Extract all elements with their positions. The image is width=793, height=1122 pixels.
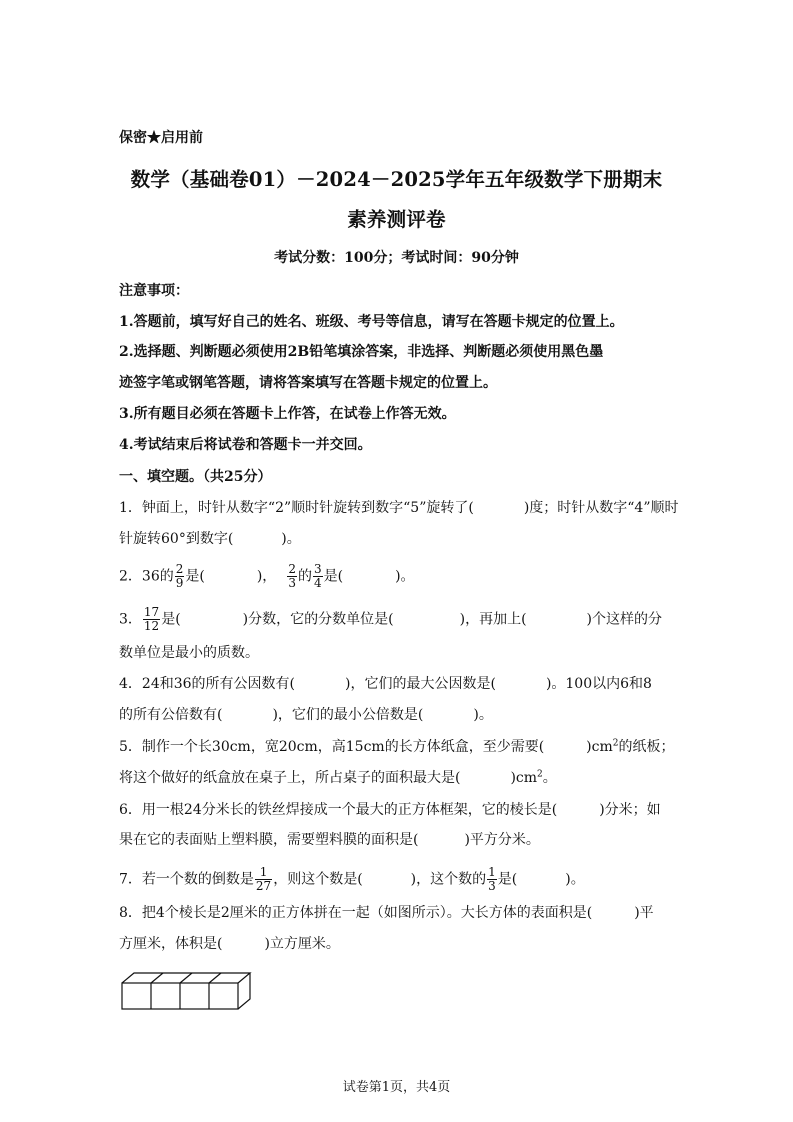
q3-text-d: )，再加上( [459,611,527,628]
question-8-line1 [119,903,654,923]
q5-sup-2: 2 [537,769,543,780]
fraction-2-9: $\frac{2}{9}$ [175,562,184,590]
q1-text-d: )。 [281,531,301,547]
four-cubes-figure [120,970,260,1012]
q4-text-d: 的所有公倍数有( [119,707,223,723]
question-3-line2: 数单位是最小的质数。 [119,645,259,661]
q2-text-e: 是( [323,568,344,585]
q4-text-a: 4．24和36的所有公因数有( [119,676,295,692]
q5-sup-1: 2 [612,738,619,749]
page-title-line1: 数学（基础卷01）－2024－2025学年五年级数学下册期末 [130,168,663,191]
question-1-line2 [119,529,301,549]
question-2 [119,563,415,590]
q1-text-a: 1．钟面上，时针从数字“2”顺时针旋转到数字“5”旋转了( [119,500,474,516]
q7-text-e: )。 [565,871,585,888]
notice-item-4: 4.考试结束后将试卷和答题卡一并交回。 [119,437,372,453]
q6-text-a: 6．用一根24分米长的铁丝焊接成一个最大的正方体框架，它的棱长是( [119,802,558,818]
section1-heading: 一、填空题。（共25分） [119,469,272,485]
q3-text-a: 3． [119,611,142,628]
page-title-line2: 素养测评卷 [347,208,446,231]
q7-text-c: )，这个数的 [410,871,487,888]
question-6-line2 [119,830,540,850]
q3-text-c: )分数，它的分数单位是( [242,611,394,628]
question-3-line1 [119,606,662,633]
q2-text-a: 2．36的 [119,568,174,585]
q1-text-b: )度；时针从数字“4”顺时 [523,500,679,516]
q8-text-d: )立方厘米。 [264,936,340,952]
q5-text-c: 的纸板； [618,739,675,755]
q5-text-f: 。 [542,770,557,786]
question-4-line2 [119,705,493,725]
q2-text-f: )。 [395,568,415,585]
question-6-line1 [119,800,661,820]
confidential-label: 保密★启用前 [119,130,203,146]
notice-item-2-cont: 迹签字笔或钢笔答题，请将答案填写在答题卡规定的位置上。 [119,375,497,391]
notice-heading: 注意事项： [119,283,189,299]
q2-text-c: )， [256,568,277,585]
q4-text-f: )。 [473,707,493,723]
q6-text-d: )平方分米。 [464,832,540,848]
page-footer: 试卷第1页，共4页 [342,1080,451,1095]
q7-text-d: 是( [497,871,518,888]
question-4-line1 [119,674,652,694]
q2-text-b: 是( [185,568,205,585]
notice-item-3: 3.所有题目必须在答题卡上作答，在试卷上作答无效。 [119,406,456,422]
question-7 [119,866,585,893]
fraction-3-4: $\frac{3}{4}$ [313,562,322,590]
q1-text-c: 针旋转60°到数字( [119,531,234,547]
q4-text-c: )。100以内6和8 [545,676,652,692]
q8-text-b: )平 [634,905,654,921]
q5-text-a: 5．制作一个长30cm，宽20cm，高15cm的长方体纸盒，至少需要( [119,739,545,755]
fraction-1-27: $\frac{1}{27}$ [255,865,272,893]
q7-text-b: ，则这个数是( [273,871,363,888]
fraction-2-3: $\frac{2}{3}$ [288,562,296,590]
q3-text-e: )个这样的分 [586,611,663,628]
question-1-line1 [119,498,679,518]
fraction-1-3: $\frac{1}{3}$ [488,865,496,893]
q4-text-e: )，它们的最小公倍数是( [272,707,424,723]
question-5-line1 [119,737,674,757]
q2-text-d: 的 [297,568,312,585]
q5-text-e: )cm [510,770,538,786]
q7-text-a: 7．若一个数的倒数是 [119,871,254,888]
q3-text-b: 是( [161,611,181,628]
question-8-line2 [119,934,340,954]
question-5-line2 [119,768,557,788]
q8-text-c: 方厘米，体积是( [119,936,223,952]
fraction-17-12: $\frac{17}{12}$ [143,605,160,633]
q8-text-a: 8．把4个棱长是2厘米的正方体拼在一起（如图所示）。大长方体的表面积是( [119,905,593,921]
exam-info: 考试分数：100分；考试时间：90分钟 [274,250,519,266]
q6-text-b: )分米；如 [599,802,661,818]
q4-text-b: )，它们的最大公因数是( [345,676,496,692]
q5-text-b: )cm [586,739,613,755]
q5-text-d: 将这个做好的纸盒放在桌子上，所占桌子的面积最大是( [119,770,461,786]
notice-item-2: 2.选择题、判断题必须使用2B铅笔填涂答案，非选择、判断题必须使用黑色墨 [119,344,604,360]
notice-item-1: 1.答题前，填写好自己的姓名、班级、考号等信息，请写在答题卡规定的位置上。 [119,314,624,330]
q6-text-c: 果在它的表面贴上塑料膜，需要塑料膜的面积是( [119,832,419,848]
